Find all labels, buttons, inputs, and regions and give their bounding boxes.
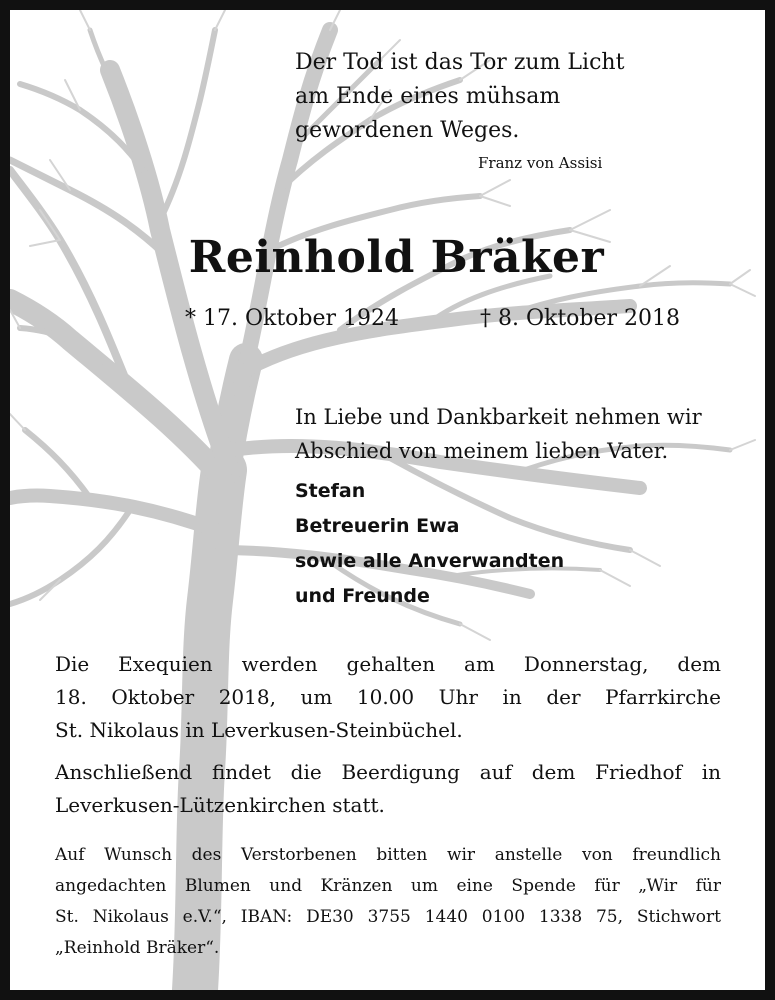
farewell-line: Abschied von meinem lieben Vater.: [295, 439, 669, 463]
death-date: † 8. Oktober 2018: [480, 306, 681, 331]
service-line: St. Nikolaus in Leverkusen-Steinbüchel.: [55, 718, 463, 742]
quote-line: am Ende eines mühsam: [295, 84, 561, 109]
mourner-name: sowie alle Anverwandten: [295, 550, 565, 572]
burial-notice: [55, 756, 721, 822]
quote-author: Franz von Assisi: [478, 154, 603, 172]
quote: [295, 46, 624, 148]
donation-line: St. Nikolaus e.V.“, IBAN: DE30 3755 1440 0100 1338 75, Stichwort: [55, 907, 721, 927]
service-line: Die Exequien werden gehalten am Donnerstag, dem: [55, 652, 721, 676]
quote-line: Der Tod ist das Tor zum Licht: [295, 50, 625, 75]
mourners-list: [295, 474, 564, 614]
burial-line: Leverkusen-Lützenkirchen statt.: [55, 793, 385, 817]
service-notice: [55, 648, 721, 747]
farewell-text: [295, 400, 702, 468]
donation-line: angedachten Blumen und Kränzen um eine Spende für „Wir für: [55, 876, 721, 896]
mourner-name: und Freunde: [295, 585, 430, 607]
mourner-name: Betreuerin Ewa: [295, 515, 460, 537]
donation-line: Auf Wunsch des Verstorbenen bitten wir anstelle von freundlich: [55, 845, 721, 865]
quote-line: gewordenen Weges.: [295, 118, 520, 143]
farewell-line: In Liebe und Dankbarkeit nehmen wir: [295, 405, 702, 429]
donation-line: „Reinhold Bräker“.: [55, 938, 220, 958]
burial-line: Anschließend findet die Beerdigung auf dem Friedhof in: [55, 760, 721, 784]
mourner-name: Stefan: [295, 480, 366, 502]
birth-date: * 17. Oktober 1924: [185, 306, 400, 331]
donation-notice: [55, 840, 721, 964]
deceased-name: Reinhold Bräker: [188, 232, 605, 283]
service-line: 18. Oktober 2018, um 10.00 Uhr in der Pfarrkirche: [55, 685, 721, 709]
